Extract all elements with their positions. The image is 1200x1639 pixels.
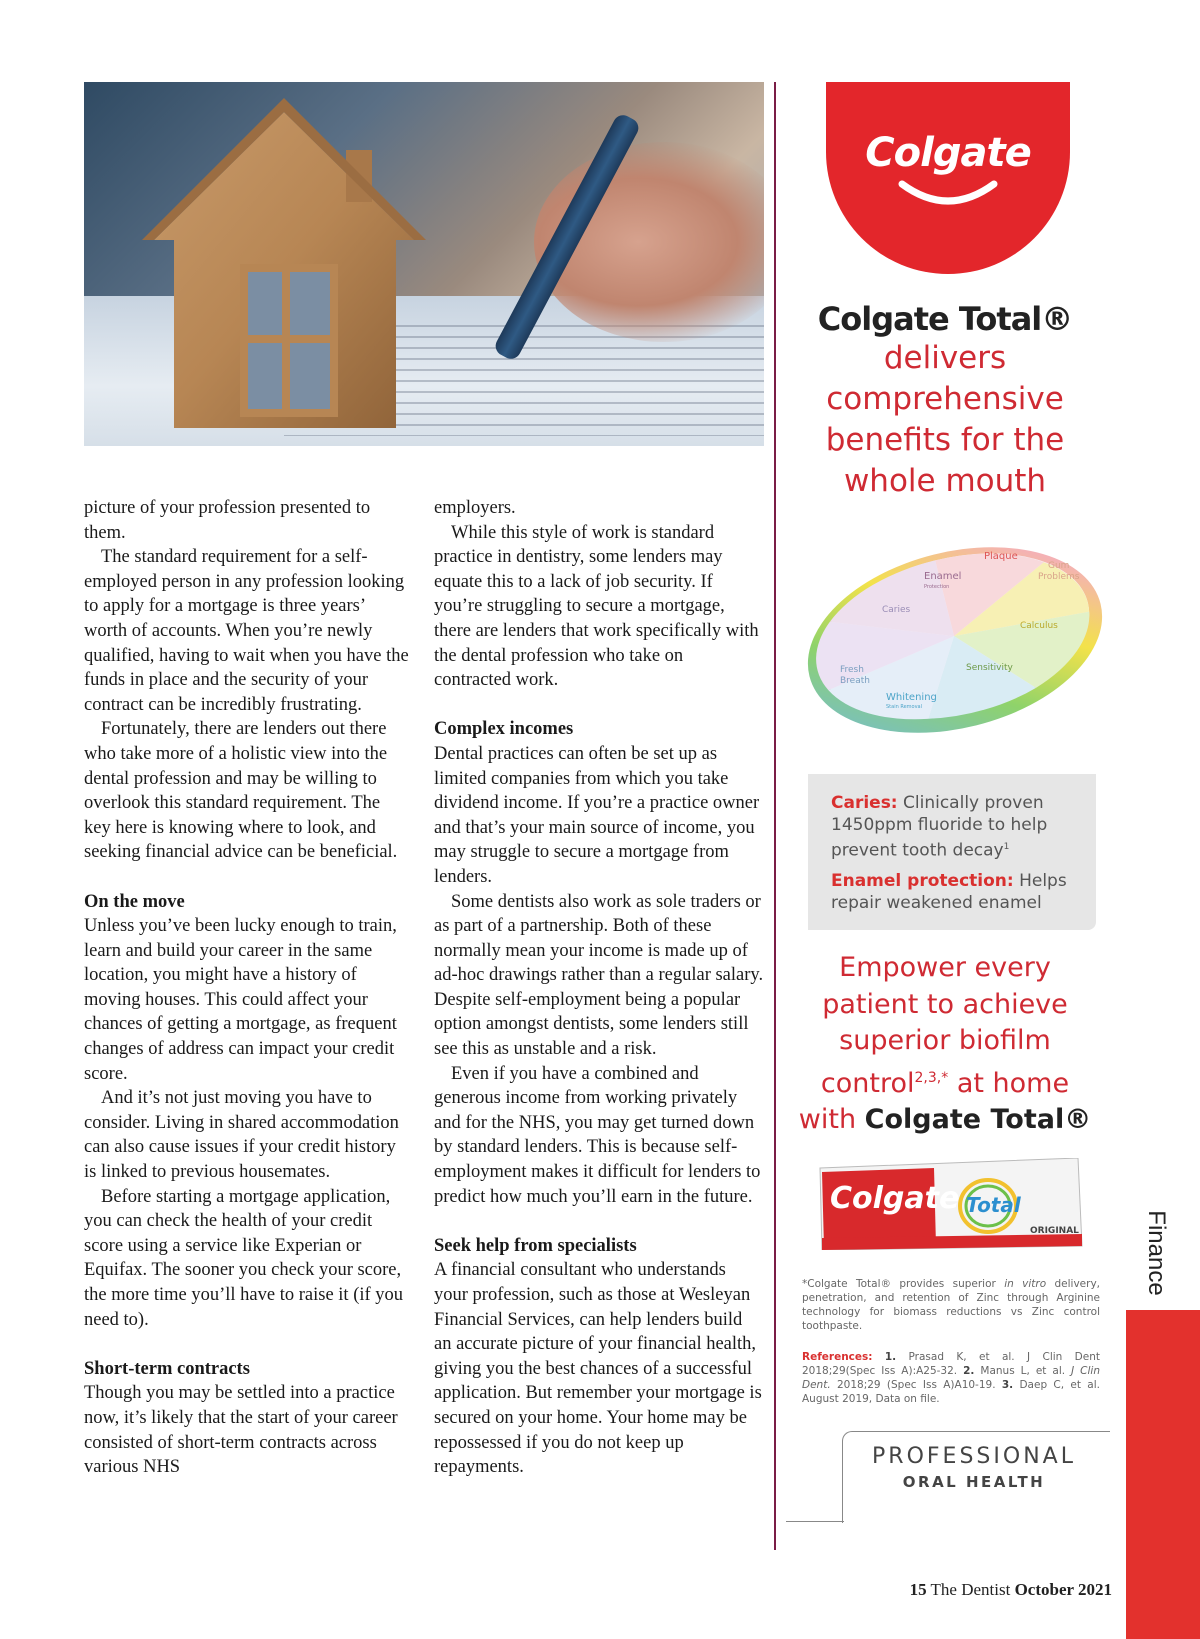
ad-headline [780, 300, 1110, 502]
subheading-seek-help: Seek help from specialists [434, 1235, 637, 1256]
wheel-label: Protection [924, 584, 950, 590]
paragraph: Before starting a mortgage application, you can check the health of your credit score using a service like Experian or Equifax. The sooner you check your score, the more time you’ll have to raise it (if you need to). [84, 1186, 404, 1330]
ad-brand-title: Colgate Total® [817, 300, 1073, 338]
pack-variant: ORIGINAL [1030, 1226, 1079, 1236]
wheel-label: Plaque [984, 551, 1018, 562]
subheading-on-the-move: On the move [84, 891, 185, 912]
paragraph: Even if you have a combined and generous income from working privately and for the NHS, you may get turned down by standard lenders. This is because self-employment makes it difficult for lenders to predict how much you’ll earn in the future. [434, 1063, 761, 1207]
subheading-short-term-contracts: Short-term contracts [84, 1358, 250, 1379]
column-divider [774, 82, 776, 1550]
wheel-label: Breath [840, 676, 870, 686]
ad-subline: delivers [883, 340, 1007, 376]
ad-subline: whole mouth [843, 463, 1047, 499]
wheel-label: Whitening [886, 692, 937, 703]
paragraph: Some dentists also work as sole traders or as part of a partnership. Both of these normally mean your income is made up of ad-hoc drawings rather than a regular salary. Despite self-employment being a popular option amongst dentists, some lenders still see this as unstable and a risk. [434, 891, 764, 1060]
paragraph: The standard requirement for a self-employed person in any profession looking to apply for a mortgage is three years’ worth of accounts. When you’re newly qualified, having to wait when you have the funds in place and the security of your contract can be incredibly frustrating. [84, 547, 409, 715]
colgate-logo: Colgate [865, 130, 1031, 176]
claim-enamel: Enamel protection: Helps repair weakened enamel [831, 870, 1067, 913]
poh-logo-line1: PROFESSIONAL [872, 1444, 1076, 1469]
wooden-house-icon [134, 90, 434, 440]
ad-subline: benefits for the [825, 422, 1065, 458]
paragraph: And it’s not just moving you have to consider. Living in shared accommodation can also cause issues if your credit history is linked to previous housemates. [84, 1088, 399, 1183]
ad-call-to-action: Empower every patient to achieve superior biofilm control$^{2,3,*}$ at home with Colgate Total® [798, 952, 1092, 1135]
paragraph: picture of your profession presented to them. [84, 498, 371, 543]
pack-product: Total [966, 1193, 1021, 1217]
ad-subline: comprehensive [826, 381, 1064, 417]
section-label: Finance [1143, 1210, 1170, 1296]
wheel-label: Gum [1048, 561, 1070, 571]
paragraph: While this style of work is standard practice in dentistry, some lenders may equate this to a lack of job security. If you’re struggling to secure a mortgage, there are lenders that work specifically with the dental profession who take on contracted work. [434, 522, 759, 691]
issue-date: October 2021 [1014, 1580, 1112, 1599]
paragraph: Though you may be settled into a practice now, it’s likely that the start of your career consisted of short-term contracts across various NHS [84, 1383, 398, 1478]
smile-icon [898, 180, 998, 206]
colgate-logo-badge [826, 82, 1070, 274]
paragraph: Fortunately, there are lenders out there who take more of a holistic view into the dental profession and may be willing to overlook this standard requirement. The key here is knowing where to look, and seeking financial advice can be beneficial. [84, 719, 398, 863]
claim-caries: Caries: Clinically proven 1450ppm fluoride to help prevent tooth decay$^1$ [831, 793, 1048, 861]
wheel-label: Sensitivity [966, 663, 1013, 673]
paragraph: employers. [434, 498, 516, 518]
page-number: 15 [909, 1580, 927, 1599]
paragraph: Dental practices can often be set up as limited companies from which you take dividend income. If you’re a practice owner and that’s your main source of income, you may struggle to secure a mortgage from lenders. [434, 743, 760, 887]
paragraph: A financial consultant who understands your profession, such as those at Wesleyan Financial Services, can help lenders build an accurate picture of your financial health, giving you the best chances of a successful application. But remember your mortgage is secured on your home. Your home may be repossessed if you do not keep up repayments. [434, 1260, 762, 1478]
article-column-2 [434, 496, 764, 1480]
poh-frame-line [786, 1521, 844, 1522]
pack-brand: Colgate [830, 1181, 960, 1216]
publication-title: The Dentist [930, 1580, 1011, 1599]
article-hero-image [84, 82, 764, 446]
section-color-bar [1126, 1310, 1200, 1639]
ad-disclaimer: *Colgate Total® provides superior in vitro delivery, penetration, and retention of Zinc through Arginine technology for biomass reductions vs Zinc control toothpaste. [802, 1278, 1101, 1332]
poh-logo-line2: ORAL HEALTH [902, 1473, 1046, 1491]
wheel-label: Fresh [840, 665, 864, 675]
toothpaste-pack [816, 1158, 1086, 1250]
paragraph: Unless you’ve been lucky enough to train, learn and build your career in the same location, you might have a history of moving houses. This could affect your chances of getting a mortgage, as frequent changes of address can impact your credit score. [84, 916, 397, 1084]
colgate-advertisement [780, 0, 1110, 1639]
wheel-label: Stain Removal [886, 704, 923, 710]
wheel-label: Caries [882, 605, 911, 615]
ad-references: References: 1. Prasad K, et al. J Clin Dent 2018;29(Spec Iss A):A25-32. 2. Manus L, et al. J Clin Dent. 2018;29 (Spec Iss A)A10-19. 3. Daep C, et al. August 2019, Data on file. [802, 1351, 1100, 1405]
wheel-label: Calculus [1020, 621, 1058, 631]
section-tab [1126, 1208, 1186, 1298]
benefits-wheel [790, 520, 1110, 750]
article-column-1 [84, 496, 409, 1480]
page-folio [910, 1580, 1112, 1600]
subheading-complex-incomes: Complex incomes [434, 719, 574, 740]
claims-box [808, 774, 1096, 930]
wheel-label: Enamel [924, 571, 962, 582]
wheel-label: Problems [1038, 572, 1080, 582]
